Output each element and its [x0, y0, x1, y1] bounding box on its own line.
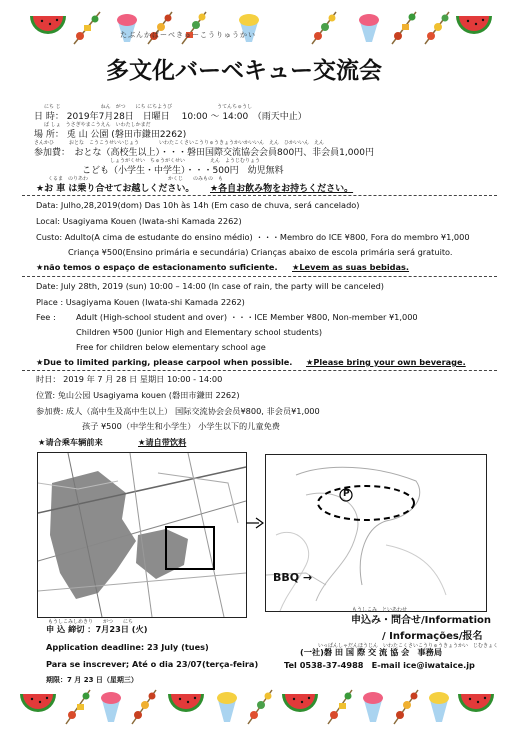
jp-fee-child: こども（小学生・中学生）・・・500円 幼児無料 — [82, 166, 284, 176]
area-map — [37, 452, 247, 618]
watermelon-icon — [168, 694, 204, 712]
shaved-ice-icon — [217, 692, 237, 722]
bbq-label: BBQ → — [273, 571, 313, 584]
watermelon-icon — [458, 694, 494, 712]
jp-fee-adult: 参加費： おとな（高校生以上）・・・磐田国際交流協会会員800円、非会員1,000円 — [34, 148, 374, 158]
shaved-ice-icon — [359, 14, 379, 42]
fee-child-ruby: しょうがくせい ちゅうがくせい えん ようじむりょう — [110, 158, 261, 164]
top-decoration-border — [0, 8, 519, 48]
watermelon-icon — [456, 16, 492, 34]
pt-fee-adult: Custo: Adulto(A cima de estudante do ensino médio) ・・・Membro do ICE ¥800, Fora do membro ¥1,000 — [36, 232, 470, 242]
parking-icon: P — [343, 489, 350, 499]
date-ruby: にち じ ねん がつ にち にちようび うてんちゅうし — [44, 104, 253, 110]
jp-note-car: ★お 車 は乗り合せてお越しください。 — [36, 184, 195, 194]
skewer-icon — [392, 12, 416, 44]
organization-name: (一社)磐 田 国 際 交 流 協 会 事務局 — [300, 647, 443, 657]
deadline-ruby: もうしこみしめきり がつ にち — [48, 619, 134, 625]
cn-fee-child: 孩子 ¥500（中学生和小学生） 小学生以下的儿童免费 — [82, 421, 280, 431]
watermelon-icon — [282, 694, 318, 712]
skewer-icon — [66, 690, 90, 724]
skewer-icon — [328, 690, 352, 724]
deadline-jp: 申 込 締切 ：7月23日 (火) — [46, 624, 148, 634]
apply-title: 申込み・問合せ/Information — [351, 615, 492, 626]
place-ruby: ば しょ うさぎやまこうえん いわたしかまだ — [44, 122, 151, 128]
bottom-decoration-border — [0, 684, 519, 728]
cn-fee-adult: 参加费: 成人（高中生及高中生以上） 国际交流协会会员¥800, 非会员¥1,000 — [36, 406, 320, 416]
divider — [22, 276, 497, 277]
shaved-ice-icon — [363, 692, 383, 722]
en-place: Place : Usagiyama Kouen (Iwata-shi Kamada 2262) — [36, 297, 245, 307]
parking-highlight — [318, 486, 414, 520]
apply-ruby: もうしこみ といあわせ — [352, 607, 408, 613]
en-note-car: ★Due to limited parking, please carpool when possible. — [36, 357, 293, 367]
divider — [22, 370, 497, 371]
jp-date: 日 時： 2019年7月28日 日曜日 10:00 ～ 14:00 （雨天中止） — [34, 112, 307, 122]
skewer-icon — [312, 12, 336, 44]
park-detail-map — [265, 454, 487, 612]
cn-note-car: ★请合乘车辆前来 — [38, 437, 103, 447]
park-area-shape — [50, 471, 136, 599]
deadline-cn: 期限：7 月 23 日（星期三） — [46, 676, 138, 684]
jp-note-drink: ★各自お飲み物をお持ちください。 — [210, 184, 354, 194]
en-fee-adult: Adult (High-school student and over) ・・・ICE Member ¥800, Non-member ¥1,000 — [76, 312, 418, 322]
watermelon-icon — [20, 694, 56, 712]
apply-title-2: / Informações/报名 — [382, 631, 483, 642]
skewer-icon — [74, 12, 100, 44]
page-title: 多文化バーベキュー交流会 — [106, 58, 382, 84]
en-fee-child: Children ¥500 (Junior High and Elementary school students) — [76, 327, 323, 337]
pt-note-drink: ★Levem as suas bebidas. — [292, 262, 410, 272]
notes-ruby: くるま のりあわ かくじ のみもの も — [48, 176, 224, 182]
deadline-en: Application deadline: 23 July (tues) — [46, 642, 209, 652]
deadline-pt: Para se inscrever; Até o dia 23/07(terça-feira) — [46, 659, 259, 669]
pt-date: Data: Julho,28,2019(dom) Das 10h às 14h (Em caso de chuva, será cancelado) — [36, 200, 360, 210]
contact-info: Tel 0538-37-4988 E-mail ice@iwataice.jp — [284, 660, 475, 670]
cn-place: 位置: 兔山公园 Usagiyama kouen (磐田市鎌田 2262) — [36, 390, 240, 400]
divider — [22, 195, 497, 196]
en-fee-label: Fee : — [36, 312, 56, 322]
skewer-icon — [425, 12, 449, 44]
title-ruby: たぶんかばーべきゅーこうりゅうかい — [120, 31, 256, 39]
skewer-icon — [394, 690, 418, 724]
arrow-right-icon — [246, 516, 264, 530]
en-fee-free: Free for children below elementary school age — [76, 342, 266, 352]
org-ruby: いっぱんしゃだんほうじん いわたこくさいこうりゅうきょうかい じむきょく — [318, 643, 499, 649]
en-note-drink: ★Please bring your own beverage. — [306, 357, 466, 367]
en-date: Date: July 28th, 2019 (sun) 10:00 – 14:00 (In case of rain, the party will be canceled) — [36, 281, 385, 291]
cn-date: 时日： 2019 年 7 月 28 日 星期日 10:00 - 14:00 — [36, 374, 223, 384]
shaved-ice-icon — [429, 692, 449, 722]
skewer-icon — [248, 690, 272, 724]
pt-fee-child: Criança ¥500(Ensino primária e secundária) Crianças abaixo de escola primária será gratuito. — [68, 247, 453, 257]
skewer-icon — [132, 690, 156, 724]
pt-place: Local: Usagiyama Kouen (Iwata-shi Kamada 2262) — [36, 216, 242, 226]
cn-note-drink: ★请自带饮料 — [138, 437, 187, 447]
shaved-ice-icon — [101, 692, 121, 722]
fee-ruby: さんかひ おとな こうこうせいいじょう いわたこくさいこうりゅうきょうかいかいいん えん ひかいいん えん — [34, 140, 325, 146]
watermelon-icon — [30, 16, 66, 34]
pt-note-car: ★não temos o espaço de estacionamento suficiente. — [36, 262, 278, 272]
jp-place: 場 所： 兎 山 公園 (磐田市鎌田2262) — [34, 130, 187, 140]
